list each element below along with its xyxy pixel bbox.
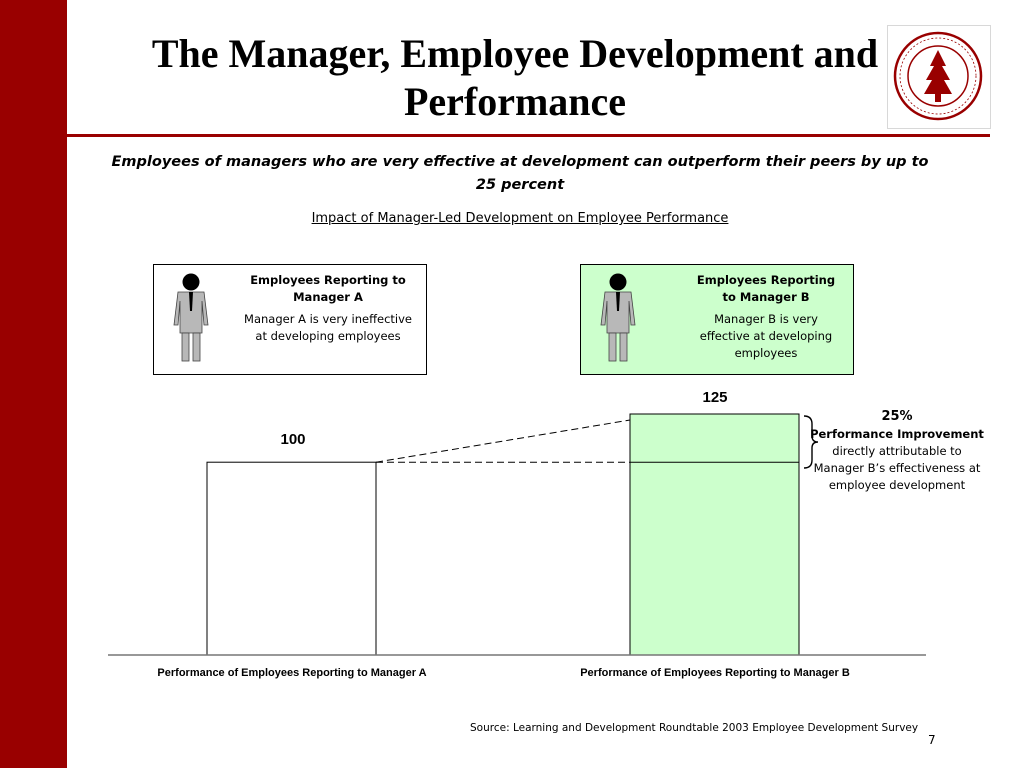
improvement-percent: 25% xyxy=(881,409,913,424)
source-note: Source: Learning and Development Roundtable 2003 Employee Development Survey xyxy=(470,722,919,734)
data-label-manager-a: 100 xyxy=(280,431,306,449)
dashed-line-top xyxy=(376,420,630,462)
improvement-annotation xyxy=(808,408,986,494)
improvement-heading: Performance Improvement xyxy=(810,427,984,441)
page-number: 7 xyxy=(928,733,936,747)
data-label-manager-b: 125 xyxy=(702,389,728,406)
category-label-manager-a: Performance of Employees Reporting to Manager A xyxy=(157,667,427,679)
slide-title: The Manager, Employee Development and Performance xyxy=(151,31,879,124)
manager-a-description: Manager A is very ineffective at developing employees xyxy=(244,312,412,343)
manager-a-heading: Employees Reporting to Manager A xyxy=(250,273,406,304)
bar-manager-a xyxy=(207,462,376,655)
category-label-manager-b: Performance of Employees Reporting to Manager B xyxy=(580,667,850,679)
improvement-description: directly attributable to Manager B’s effectiveness at employee development xyxy=(813,444,981,492)
manager-b-description: Manager B is very effective at developing employees xyxy=(699,312,833,360)
chart-title: Impact of Manager-Led Development on Employee Performance xyxy=(311,211,729,226)
manager-b-heading: Employees Reporting to Manager B xyxy=(696,273,836,304)
bar-manager-b xyxy=(630,414,799,655)
slide-subtitle: Employees of managers who are very effective at development can outperform their peers by up to 25 percent xyxy=(111,154,929,193)
